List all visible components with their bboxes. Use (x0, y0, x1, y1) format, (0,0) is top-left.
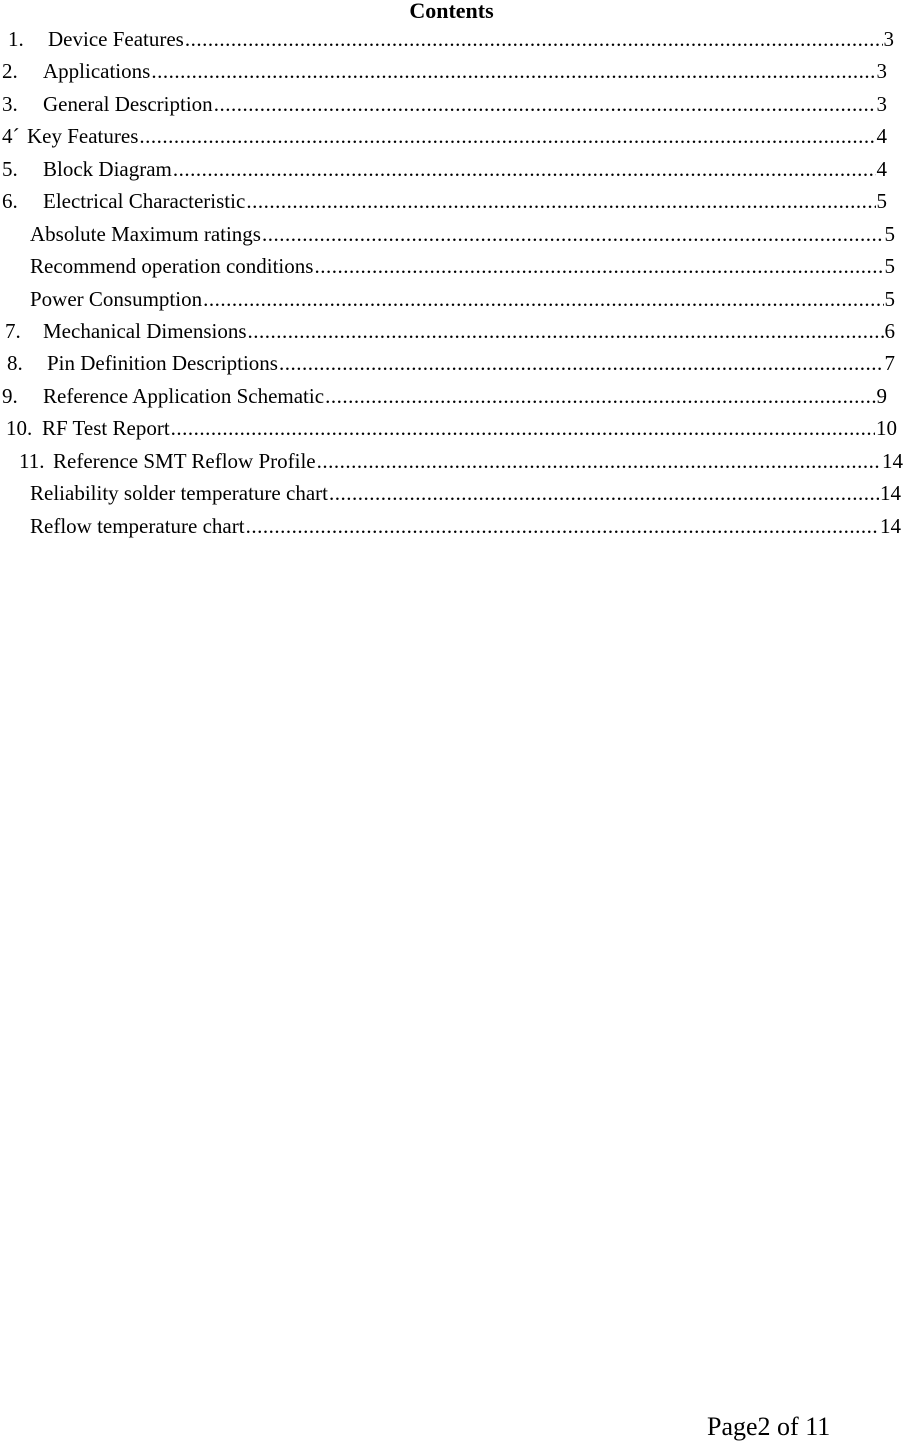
toc-entry-page: 5 (884, 287, 895, 311)
toc-entry-number: 11. (19, 449, 45, 473)
dot-leader (246, 511, 879, 541)
toc-heading: Contents (409, 0, 494, 23)
dot-leader (203, 284, 883, 314)
toc-entry-number: 6. (2, 189, 18, 213)
dot-leader (262, 219, 884, 249)
toc-entry-label: Mechanical Dimensions (43, 319, 247, 343)
toc-entry-power-consumption[interactable] (30, 284, 895, 314)
toc-entry-page: 14 (882, 449, 903, 473)
dot-leader (248, 316, 884, 346)
toc-entry-number: 10. (6, 416, 33, 440)
toc-entry-label: Reference SMT Reflow Profile (53, 449, 316, 473)
dot-leader (214, 89, 876, 119)
toc-entry-page: 10 (876, 416, 897, 440)
toc-entry-page: 5 (884, 222, 895, 246)
toc-entry-label: Block Diagram (43, 157, 172, 181)
toc-entry-label: Recommend operation conditions (30, 254, 314, 278)
dot-leader (314, 251, 883, 281)
toc-entry-number: 3. (2, 92, 18, 116)
toc-entry-reference-application-schematic[interactable] (2, 381, 887, 411)
toc-entry-page: 3 (876, 59, 887, 83)
toc-entry-block-diagram[interactable] (2, 154, 887, 184)
dot-leader (139, 121, 875, 151)
toc-entry-page: 14 (880, 514, 901, 538)
dot-leader (325, 381, 875, 411)
toc-entry-recommend-operation-conditions[interactable] (30, 251, 895, 281)
toc-entry-page: 4 (876, 157, 887, 181)
toc-entry-number: 7. (5, 319, 21, 343)
toc-entry-reliability-solder-temperature-chart[interactable] (30, 478, 901, 508)
page-number-footer: Page2 of 11 (707, 1412, 831, 1441)
toc-entry-mechanical-dimensions[interactable] (5, 316, 895, 346)
toc-entry-label: RF Test Report (42, 416, 170, 440)
toc-entry-rf-test-report[interactable] (6, 413, 897, 443)
toc-entry-page: 4 (876, 124, 887, 148)
toc-entry-page: 3 (876, 92, 887, 116)
toc-entry-label: Electrical Characteristic (43, 189, 246, 213)
toc-entry-number: 2. (2, 59, 18, 83)
toc-entry-reference-smt-reflow-profile[interactable] (19, 446, 903, 476)
toc-entry-label: Applications (43, 59, 151, 83)
toc-entry-device-features[interactable] (8, 24, 894, 54)
toc-entry-label: Pin Definition Descriptions (47, 351, 278, 375)
toc-entry-pin-definition-descriptions[interactable] (7, 348, 895, 378)
toc-entry-number: 8. (7, 351, 23, 375)
toc-entry-label: Power Consumption (30, 287, 203, 311)
toc-entry-page: 9 (876, 384, 887, 408)
toc-entry-page: 3 (883, 27, 894, 51)
dot-leader (246, 186, 875, 216)
dot-leader (329, 478, 879, 508)
toc-entry-key-features[interactable] (2, 121, 887, 151)
toc-entry-electrical-characteristic[interactable] (2, 186, 887, 216)
dot-leader (279, 348, 884, 378)
toc-entry-label: Device Features (48, 27, 184, 51)
toc-entry-number: 4´ (2, 124, 20, 148)
toc-entry-label: Reference Application Schematic (43, 384, 325, 408)
toc-entry-number: 1. (8, 27, 24, 51)
toc-entry-label: Reliability solder temperature chart (30, 481, 328, 505)
toc-entry-absolute-maximum-ratings[interactable] (30, 219, 895, 249)
toc-entry-number: 9. (2, 384, 18, 408)
dot-leader (171, 413, 875, 443)
toc-entry-page: 7 (884, 351, 895, 375)
dot-leader (173, 154, 876, 184)
toc-entry-page: 5 (876, 189, 887, 213)
dot-leader (151, 56, 875, 86)
dot-leader (185, 24, 883, 54)
toc-entry-applications[interactable] (2, 56, 887, 86)
toc-entry-page: 6 (884, 319, 895, 343)
toc-entry-page: 5 (884, 254, 895, 278)
toc-entry-label: Absolute Maximum ratings (30, 222, 261, 246)
toc-entry-label: Reflow temperature chart (30, 514, 245, 538)
toc-entry-label: Key Features (27, 124, 139, 148)
toc-entry-general-description[interactable] (2, 89, 887, 119)
toc-entry-number: 5. (2, 157, 18, 181)
toc-entry-page: 14 (880, 481, 901, 505)
toc-entry-label: General Description (43, 92, 213, 116)
dot-leader (317, 446, 881, 476)
toc-entry-reflow-temperature-chart[interactable] (30, 511, 901, 541)
